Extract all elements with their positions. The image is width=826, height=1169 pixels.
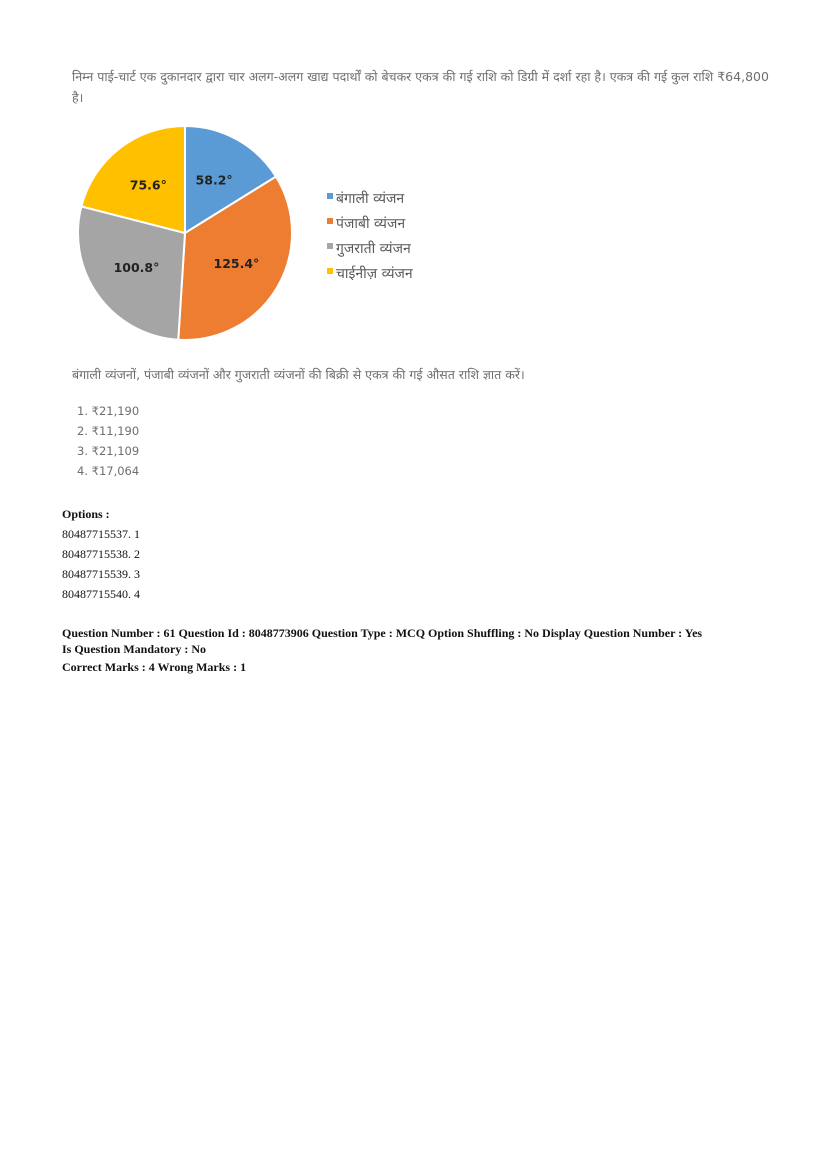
legend-label: बंगाली व्यंजन bbox=[336, 191, 405, 207]
legend-swatch bbox=[327, 218, 333, 224]
pie-data-label: 100.8° bbox=[113, 260, 160, 276]
pie-slices bbox=[78, 126, 292, 340]
legend-swatch bbox=[327, 268, 333, 274]
pie-data-label: 125.4° bbox=[213, 255, 260, 271]
marks-info: Correct Marks : 4 Wrong Marks : 1 bbox=[62, 660, 247, 674]
question-info bbox=[62, 625, 792, 675]
chart-legend bbox=[327, 190, 413, 282]
option-item: 80487715540. 4 bbox=[62, 587, 140, 601]
pie-chart bbox=[70, 118, 470, 348]
option-item: 80487715538. 2 bbox=[62, 547, 140, 561]
legend-swatch bbox=[327, 243, 333, 249]
answer-choices bbox=[77, 401, 139, 481]
answer-choice-2: 2. ₹11,190 bbox=[77, 424, 140, 438]
legend-label: गुजराती व्यंजन bbox=[336, 241, 411, 257]
options-section bbox=[62, 504, 140, 604]
question-intro: निम्न पाई-चार्ट एक दुकानदार द्वारा चार अलग-अलग खाद्य पदार्थों को बेचकर एकत्र की गई राशि को डिग्री में दर्शा रहा है। एकत्र की गई कुल राशि ₹64,800 है। bbox=[72, 69, 769, 105]
pie-data-label: 75.6° bbox=[129, 177, 167, 193]
legend-label: चाईनीज़ व्यंजन bbox=[336, 266, 413, 282]
option-item: 80487715539. 3 bbox=[62, 567, 140, 581]
answer-choice-4: 4. ₹17,064 bbox=[77, 464, 140, 478]
option-item: 80487715537. 1 bbox=[62, 527, 140, 541]
question-prompt: बंगाली व्यंजनों, पंजाबी व्यंजनों और गुजराती व्यंजनों की बिक्री से एकत्र की गई औसत राशि ज्ञात करें। bbox=[72, 367, 525, 382]
answer-choice-3: 3. ₹21,109 bbox=[77, 444, 140, 458]
question-info-line1: Question Number : 61 Question Id : 8048773906 Question Type : MCQ Option Shuffling : No Display Question Number : Yes bbox=[62, 626, 703, 640]
legend-swatch bbox=[327, 193, 333, 199]
options-heading: Options : bbox=[62, 507, 110, 521]
pie-data-label: 58.2° bbox=[195, 172, 233, 188]
legend-label: पंजाबी व्यंजन bbox=[336, 216, 406, 232]
question-info-line2: Is Question Mandatory : No bbox=[62, 642, 207, 656]
answer-choice-1: 1. ₹21,190 bbox=[77, 404, 140, 418]
